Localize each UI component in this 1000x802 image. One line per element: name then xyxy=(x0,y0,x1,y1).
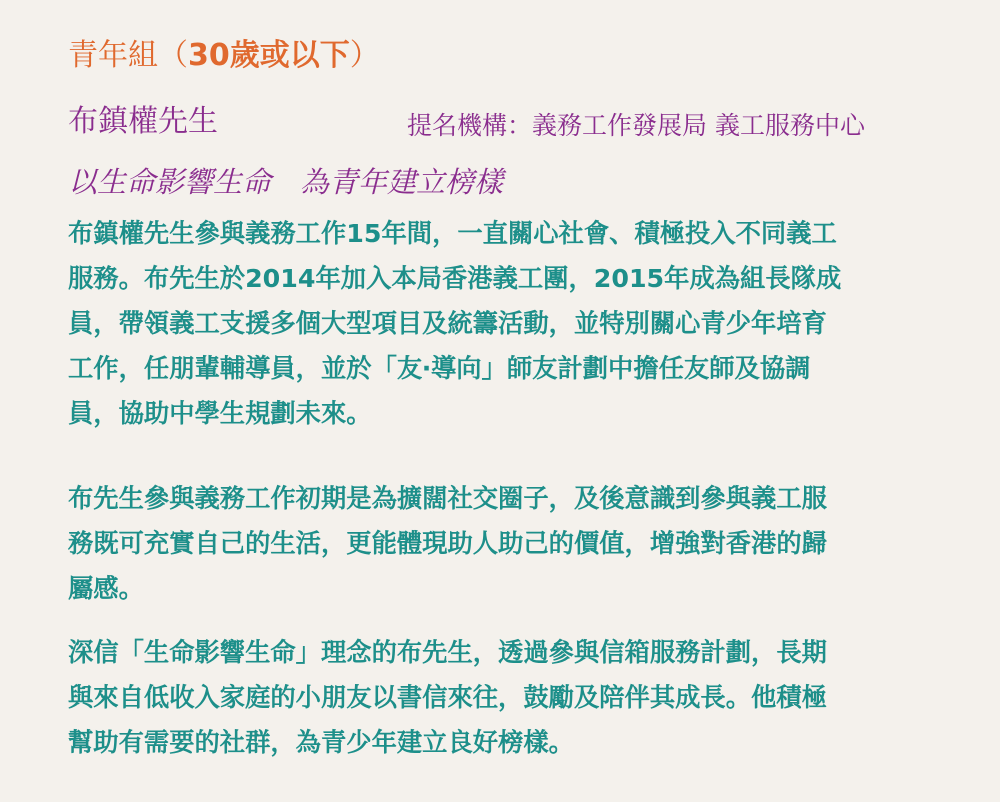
paragraph-line: 布鎮權先生參與義務工作15年間，一直關心社會、積極投入不同義工 xyxy=(68,219,837,248)
category-age-range: 30歲或以下 xyxy=(188,38,350,73)
awardee-tagline: 以生命影響生命 為青年建立榜樣 xyxy=(68,165,504,199)
paragraph-line: 與來自低收入家庭的小朋友以書信來往，鼓勵及陪伴其成長。他積極 xyxy=(68,683,827,712)
paragraph-3 xyxy=(68,630,948,765)
nominating-organization: 提名機構：義務工作發展局 義工服務中心 xyxy=(407,111,865,140)
paragraph-line: 深信「生命影響生命」理念的布先生，透過參與信箱服務計劃，長期 xyxy=(68,638,827,667)
paragraph-line: 員，帶領義工支援多個大型項目及統籌活動，並特別關心青少年培育 xyxy=(68,309,827,338)
paragraph-line: 屬感。 xyxy=(68,574,144,603)
award-category-heading xyxy=(68,36,380,76)
paragraph-2 xyxy=(68,476,948,611)
awardee-name: 布鎮權先生 xyxy=(68,104,218,139)
paragraph-line: 員，協助中學生規劃未來。 xyxy=(68,399,372,428)
paragraph-line: 務既可充實自己的生活，更能體現助人助己的價值，增強對香港的歸 xyxy=(68,529,827,558)
paragraph-line: 服務。布先生於2014年加入本局香港義工團，2015年成為組長隊成 xyxy=(68,264,842,293)
paragraph-1 xyxy=(68,211,948,436)
category-prefix: 青年組（ xyxy=(68,38,188,73)
paragraph-line: 幫助有需要的社群，為青少年建立良好榜樣。 xyxy=(68,728,574,757)
category-suffix: ） xyxy=(349,38,380,73)
paragraph-line: 布先生參與義務工作初期是為擴闊社交圈子，及後意識到參與義工服 xyxy=(68,484,827,513)
paragraph-line: 工作，任朋輩輔導員，並於「友‧導向」師友計劃中擔任友師及協調 xyxy=(68,354,811,383)
